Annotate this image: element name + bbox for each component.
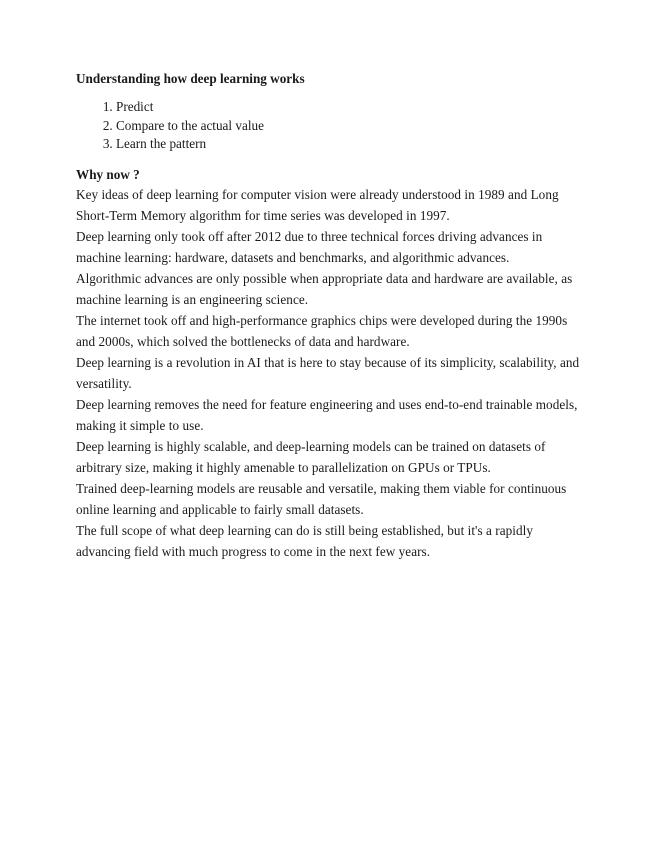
section-heading: Understanding how deep learning works bbox=[76, 71, 305, 86]
subheading: Why now ? bbox=[76, 166, 140, 182]
steps-list bbox=[76, 98, 581, 154]
paragraph: Deep learning only took off after 2012 due to three technical forces driving advances in machine learning: hardware, datasets and benchmarks, and algorithmic advances. bbox=[76, 228, 543, 265]
paragraph: Deep learning is a revolution in AI that is here to stay because of its simplicity, scalability, and versatility. bbox=[76, 354, 580, 391]
paragraph: Deep learning is highly scalable, and deep-learning models can be trained on datasets of arbitrary size, making it highly amenable to parallelization on GPUs or TPUs. bbox=[76, 438, 546, 475]
paragraph: Trained deep-learning models are reusable and versatile, making them viable for continuous online learning and applicable to fairly small datasets. bbox=[76, 480, 567, 517]
paragraph: The internet took off and high-performance graphics chips were developed during the 1990s and 2000s, which solved the bottlenecks of data and hardware. bbox=[76, 312, 568, 349]
document-body bbox=[76, 70, 581, 562]
list-item: 3. Learn the pattern bbox=[116, 135, 581, 154]
paragraph: Key ideas of deep learning for computer vision were already understood in 1989 and Long Short-Term Memory algorithm for time series was developed in 1997. bbox=[76, 186, 559, 223]
list-item: 2. Compare to the actual value bbox=[116, 117, 581, 136]
paragraph: The full scope of what deep learning can do is still being established, but it's a rapidly advancing field with much progress to come in the next few years. bbox=[76, 522, 533, 559]
paragraph: Deep learning removes the need for feature engineering and uses end-to-end trainable models, making it simple to use. bbox=[76, 396, 578, 433]
paragraph: Algorithmic advances are only possible when appropriate data and hardware are available, as machine learning is an engineering science. bbox=[76, 270, 573, 307]
list-item: 1. Predict bbox=[116, 98, 581, 117]
